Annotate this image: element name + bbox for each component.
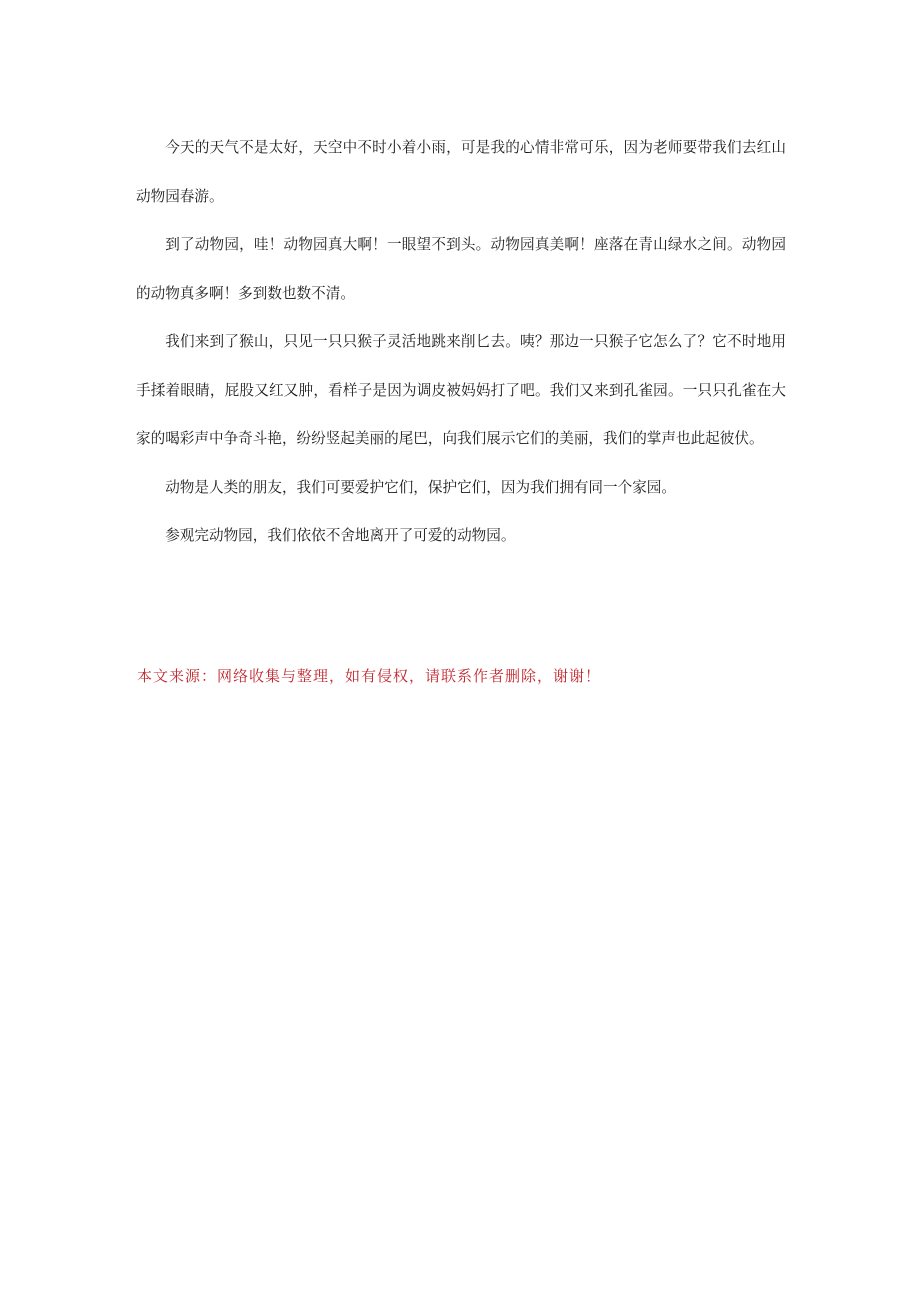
paragraph-4: 动物是人类的朋友，我们可要爱护它们，保护它们，因为我们拥有同一个家园。 — [165, 478, 676, 496]
paragraph-2: 到了动物园，哇！动物园真大啊！一眼望不到头。动物园真美啊！座落在青山绿水之间。动物园的动物真多啊！多到数也数不清。 — [136, 236, 786, 302]
paragraph-5: 参观完动物园，我们依依不舍地离开了可爱的动物园。 — [165, 527, 516, 544]
source-disclaimer: 本文来源：网络收集与整理，如有侵权，请联系作者删除，谢谢！ — [137, 667, 602, 685]
article-body — [136, 124, 786, 561]
paragraph-3: 我们来到了猴山，只见一只只猴子灵活地跳来削匕去。咦？那边一只猴子它怎么了？它不时地用手揉着眼睛，屁股又红又肿，看样子是因为调皮被妈妈打了吧。我们又来到孔雀园。一只只孔雀在大家的喝彩声中争奇斗艳，纷纷竖起美丽的尾巴，向我们展示它们的美丽，我们的掌声也此起彼伏。 — [136, 333, 786, 447]
paragraph-1: 今天的天气不是太好，天空中不时小着小雨，可是我的心情非常可乐，因为老师要带我们去红山动物园春游。 — [136, 139, 786, 205]
